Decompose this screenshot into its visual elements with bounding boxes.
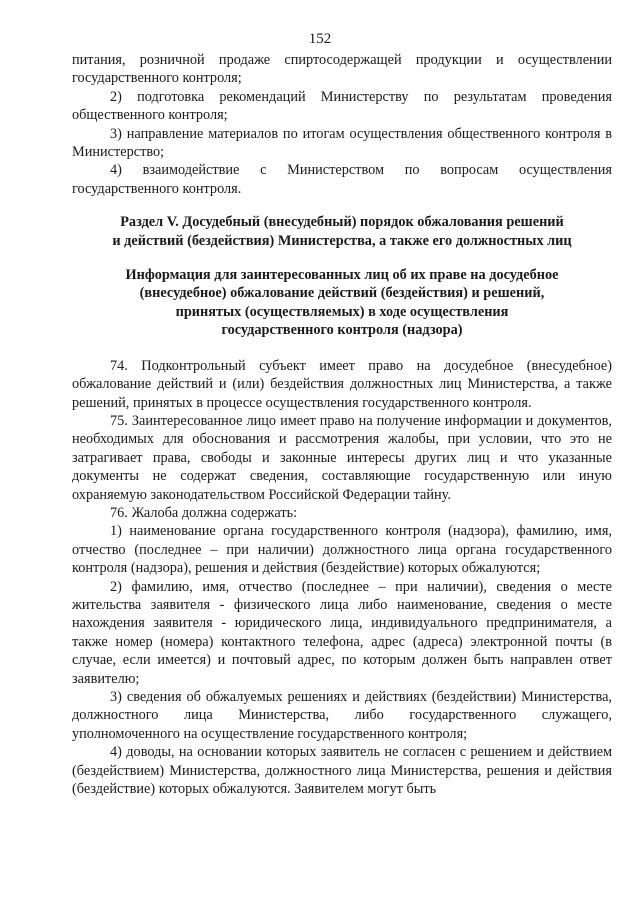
paragraph-76: 76. Жалоба должна содержать:	[110, 504, 298, 521]
paragraph-item-3-materials: 3) направление материалов по итогам осуществления общественного контроля в Министерство;	[72, 125, 612, 161]
section-heading-line-1: Раздел V. Досудебный (внесудебный) порядок обжалования решений	[120, 214, 564, 231]
subheading-line-4: государственного контроля (надзора)	[221, 322, 463, 339]
paragraph-76-item-2: 2) фамилию, имя, отчество (последнее – при наличии), сведения о месте жительства заявителя - физического лица либо наименование, сведения о месте нахождения заявителя - юридического лица, индивидуального предпринимателя, а также номер (номера) контактного телефона, адрес (адреса) электронной почты (в случае, если имеется) и почтовый адрес, по которым должен быть направлен ответ заявителю;	[72, 578, 612, 687]
paragraph-76-item-4: 4) доводы, на основании которых заявитель не согласен с решением и действием (бездействием) Министерства, должностного лица Министерства, решения и действия (бездействие) которых обжалуются. Заявителем могут быть	[72, 744, 612, 798]
subheading-line-1: Информация для заинтересованных лиц об их праве на досудебное	[125, 267, 559, 284]
paragraph-item-2-recommendations: 2) подготовка рекомендаций Министерству по результатам проведения общественного контроля;	[72, 88, 612, 124]
paragraph-76-item-1: 1) наименование органа государственного контроля (надзора), фамилию, имя, отчество (последнее – при наличии) должностного лица органа государственного контроля (надзора), решения и действия (бездействие) которых обжалуются;	[72, 523, 612, 577]
section-heading-line-2: и действий (бездействия) Министерства, а также его должностных лиц	[112, 232, 572, 249]
subheading-line-2: (внесудебное) обжалование действий (бездействия) и решений,	[139, 285, 545, 302]
paragraph-75: 75. Заинтересованное лицо имеет право на получение информации и документов, необходимых для обоснования и рассмотрения жалобы, при условии, что это не затрагивает права, свободы и законные интересы других лиц и что указанные документы не содержат сведения, составляющие государственную или иную охраняемую законодательством Российской Федерации тайну.	[72, 412, 612, 503]
paragraph-74: 74. Подконтрольный субъект имеет право на досудебное (внесудебное) обжалование действий и (или) бездействия должностных лиц Министерства, а также решений, принятых в процессе осуществления государственного контроля.	[72, 357, 612, 411]
page-number: 152	[308, 31, 332, 47]
subheading-line-3: принятых (осуществляемых) в ходе осуществления	[175, 303, 509, 320]
paragraph-76-item-3: 3) сведения об обжалуемых решениях и действиях (бездействии) Министерства, должностного лица Министерства, либо государственного служащего, уполномоченного на осуществление государственного контроля;	[72, 689, 612, 742]
paragraph-item-4-interaction: 4) взаимодействие с Министерством по вопросам осуществления государственного контроля.	[72, 162, 612, 197]
paragraph-food-retail: питания, розничной продаже спиртосодержащей продукции и осуществлении государственного контроля;	[72, 52, 612, 87]
